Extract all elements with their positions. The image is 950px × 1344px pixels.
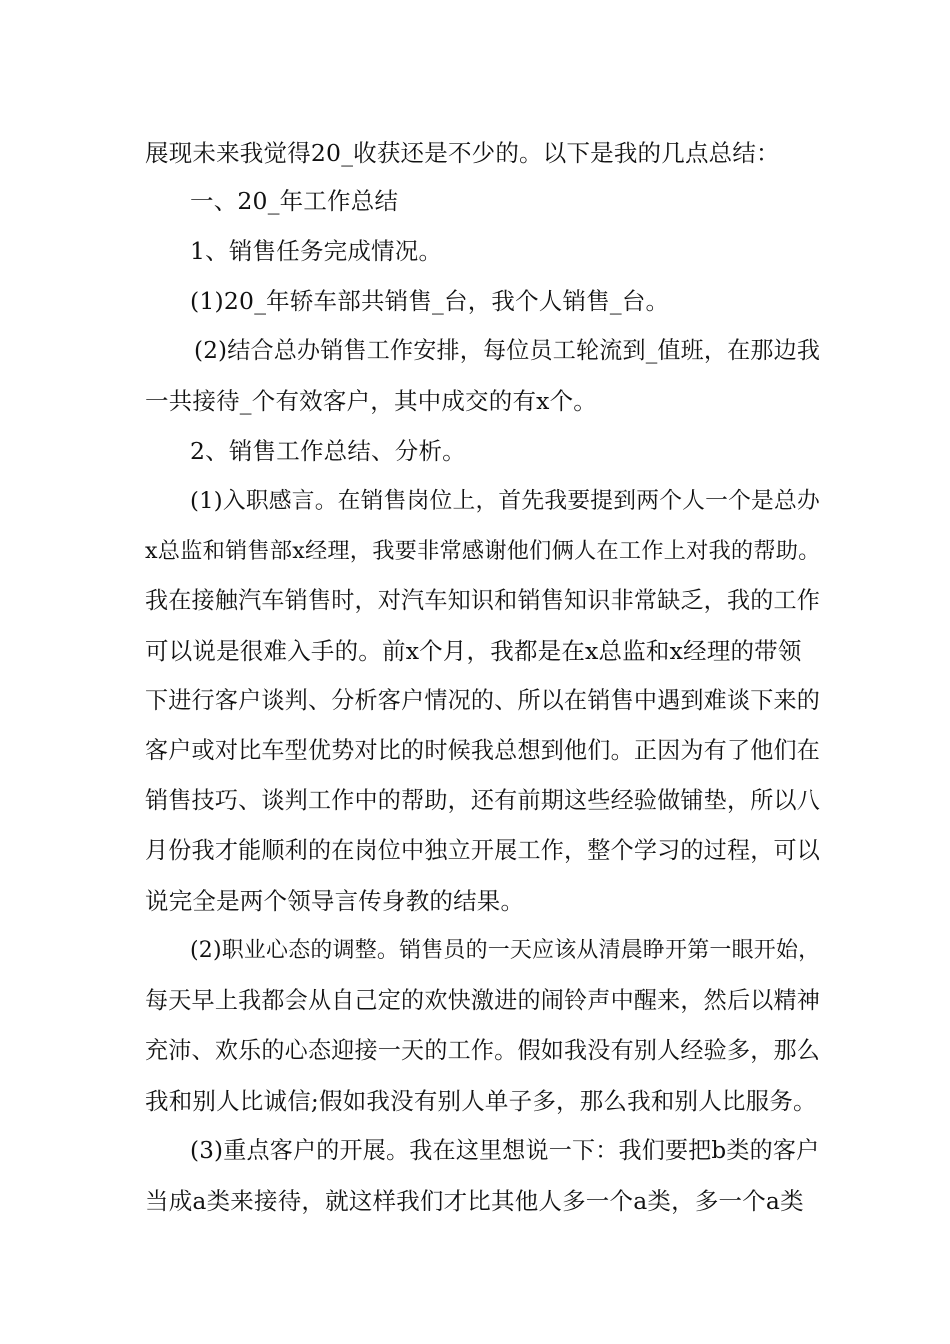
paragraph-line: (2)结合总办销售工作安排，每位员工轮流到_值班，在那边我 xyxy=(194,338,821,364)
paragraph-line: 展现未来我觉得20_收获还是不少的。以下是我的几点总结： xyxy=(145,139,780,167)
paragraph-line: 月份我才能顺利的在岗位中独立开展工作，整个学习的过程，可以 xyxy=(145,838,821,864)
paragraph-line: 客户或对比车型优势对比的时候我总想到他们。正因为有了他们在 xyxy=(145,738,821,764)
paragraph-line: (2)职业心态的调整。销售员的一天应该从清晨睁开第一眼开始， xyxy=(190,938,821,963)
paragraph-line: 我在接触汽车销售时，对汽车知识和销售知识非常缺乏，我的工作 xyxy=(145,588,821,614)
paragraph-line: 当成a类来接待，就这样我们才比其他人多一个a类，多一个a类 xyxy=(145,1187,804,1215)
paragraph-line: 下进行客户谈判、分析客户情况的、所以在销售中遇到难谈下来的 xyxy=(145,688,821,714)
paragraph-line: 每天早上我都会从自己定的欢快激进的闹铃声中醒来，然后以精神 xyxy=(145,988,821,1014)
paragraph-line: 销售技巧、谈判工作中的帮助，还有前期这些经验做铺垫，所以八 xyxy=(145,788,821,814)
paragraph-line: (3)重点客户的开展。我在这里想说一下：我们要把b类的客户 xyxy=(190,1138,820,1164)
paragraph-line: x总监和销售部x经理，我要非常感谢他们俩人在工作上对我的帮助。 xyxy=(145,538,821,564)
paragraph-line: 可以说是很难入手的。前x个月，我都是在x总监和x经理的带领 xyxy=(145,637,802,665)
subsection-heading: 2、销售工作总结、分析。 xyxy=(190,437,466,465)
paragraph-line: 一共接待_个有效客户，其中成交的有x个。 xyxy=(145,387,598,415)
paragraph-line: 我和别人比诚信;假如我没有别人单子多，那么我和别人比服务。 xyxy=(145,1087,817,1115)
paragraph-line: (1)20_年轿车部共销售_台，我个人销售_台。 xyxy=(190,287,670,315)
subsection-heading: 1、销售任务完成情况。 xyxy=(190,237,443,265)
paragraph-line: 充沛、欢乐的心态迎接一天的工作。假如我没有别人经验多，那么 xyxy=(145,1038,821,1064)
paragraph-line: 说完全是两个领导言传身教的结果。 xyxy=(145,887,525,915)
paragraph-line: (1)入职感言。在销售岗位上，首先我要提到两个人一个是总办 xyxy=(190,488,820,514)
section-heading: 一、20_年工作总结 xyxy=(190,187,399,215)
